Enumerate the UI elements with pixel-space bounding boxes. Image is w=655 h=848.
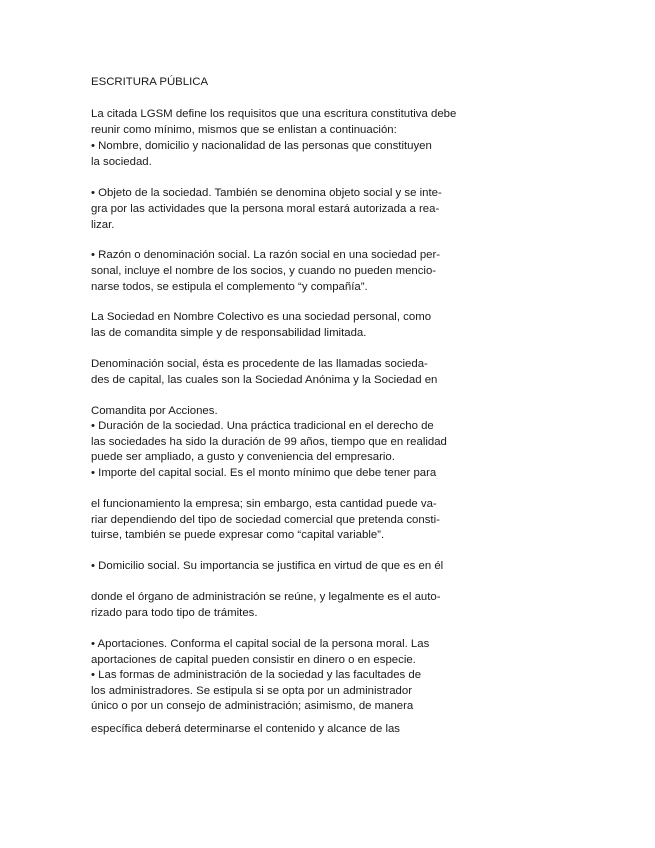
text-line: aportaciones de capital pueden consistir en dinero o en especie.	[91, 654, 416, 666]
text-line: • Duración de la sociedad. Una práctica tradicional en el derecho de	[91, 420, 434, 432]
text-line: el funcionamiento la empresa; sin embargo, esta cantidad puede va-	[91, 498, 437, 510]
text-line: • Razón o denominación social. La razón social en una sociedad per-	[91, 249, 441, 261]
text-line: gra por las actividades que la persona moral estará autorizada a rea-	[91, 203, 440, 215]
text-line: • Domicilio social. Su importancia se justifica en virtud de que es en él	[91, 560, 444, 572]
text-line: riar dependiendo del tipo de sociedad comercial que pretenda consti-	[91, 514, 440, 526]
text-line: Comandita por Acciones.	[91, 405, 218, 417]
text-line: La citada LGSM define los requisitos que una escritura constitutiva debe	[91, 108, 457, 120]
text-line: • Nombre, domicilio y nacionalidad de las personas que constituyen	[91, 140, 432, 152]
text-line: narse todos, se estipula el complemento “y compañía”.	[91, 281, 368, 293]
text-line: los administradores. Se estipula si se opta por un administrador	[91, 685, 413, 697]
text-line: des de capital, las cuales son la Sociedad Anónima y la Sociedad en	[91, 374, 438, 386]
text-line: las de comandita simple y de responsabilidad limitada.	[91, 327, 367, 339]
text-line: donde el órgano de administración se reúne, y legalmente es el auto-	[91, 591, 441, 603]
text-line: • Objeto de la sociedad. También se denomina objeto social y se inte-	[91, 187, 442, 199]
text-line: lizar.	[91, 219, 115, 231]
text-line: reunir como mínimo, mismos que se enlistan a continuación:	[91, 124, 397, 136]
text-line: • Las formas de administración de la sociedad y las facultades de	[91, 669, 422, 681]
text-line: tuirse, también se puede expresar como “capital variable”.	[91, 529, 385, 541]
text-line: único o por un consejo de administración; asimismo, de manera	[91, 700, 414, 712]
text-line: La Sociedad en Nombre Colectivo es una sociedad personal, como	[91, 311, 432, 323]
text-line: las sociedades ha sido la duración de 99 años, tiempo que en realidad	[91, 436, 447, 448]
text-line: específica deberá determinarse el contenido y alcance de las	[91, 723, 400, 735]
text-line: sonal, incluye el nombre de los socios, y cuando no pueden mencio-	[91, 265, 437, 277]
text-line: • Aportaciones. Conforma el capital social de la persona moral. Las	[91, 638, 430, 650]
text-line: la sociedad.	[91, 156, 152, 168]
document-title: ESCRITURA PÚBLICA	[91, 76, 209, 88]
text-line: • Importe del capital social. Es el monto mínimo que debe tener para	[91, 467, 437, 479]
text-line: Denominación social, ésta es procedente de las llamadas socieda-	[91, 358, 428, 370]
text-line: rizado para todo tipo de trámites.	[91, 607, 258, 619]
text-line: puede ser ampliado, a gusto y conveniencia del empresario.	[91, 451, 395, 463]
